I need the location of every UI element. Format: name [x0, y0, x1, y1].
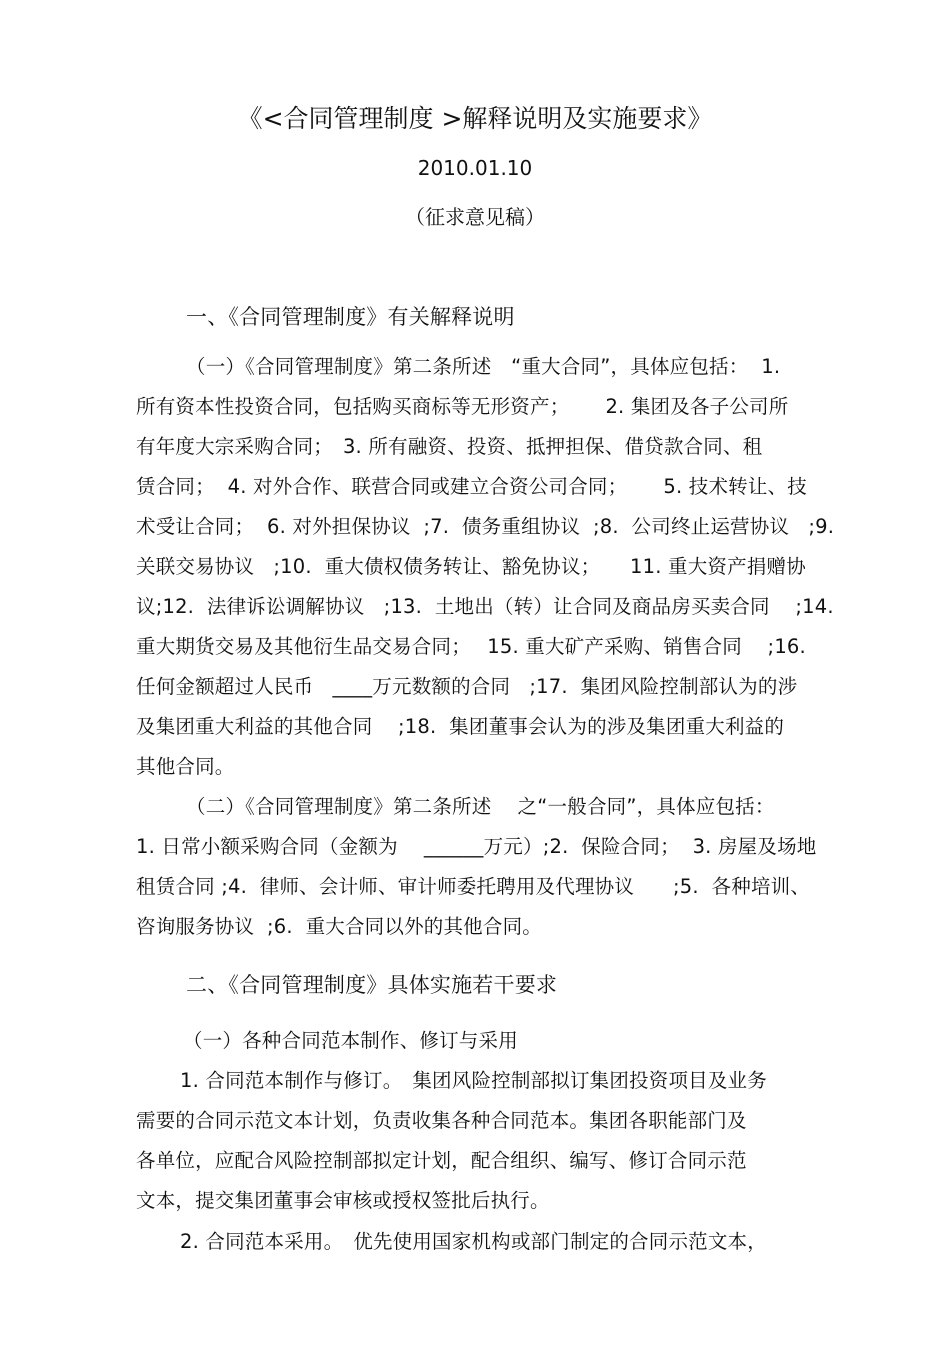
section1-para2-line: 1. 日常小额采购合同（金额为 ______万元）;2. 保险合同； 3. 房屋及场地: [136, 835, 817, 858]
section2-subheading: （一）各种合同范本制作、修订与采用: [183, 1029, 518, 1052]
section1-para1-line: 议;12. 法律诉讼调解协议 ;13. 土地出（转）让合同及商品房买卖合同 ;14.: [136, 595, 834, 618]
section1-para2-line: （二）《合同管理制度》第二条所述 之“一般合同”，具体应包括：: [186, 795, 775, 818]
section1-para1-line: 术受让合同； 6. 对外担保协议 ;7. 债务重组协议 ;8. 公司终止运营协议 ;9.: [136, 515, 835, 538]
section1-para1-line: 有年度大宗采购合同； 3. 所有融资、投资、抵押担保、借贷款合同、租: [136, 435, 763, 458]
section1-para1-line: 所有资本性投资合同，包括购买商标等无形资产； 2. 集团及各子公司所: [136, 395, 789, 418]
section2-item1-line: 各单位，应配合风险控制部拟定计划，配合组织、编写、修订合同示范: [136, 1149, 747, 1172]
section1-para2-line: 租赁合同 ;4. 律师、会计师、审计师委托聘用及代理协议 ;5. 各种培训、: [136, 875, 811, 898]
document-date: 2010.01.10: [417, 156, 533, 180]
section1-para1-line: 重大期货交易及其他衍生品交易合同； 15. 重大矿产采购、销售合同 ;16.: [136, 635, 806, 658]
section1-para1-line: 其他合同。: [136, 755, 235, 778]
section1-para1-line: 关联交易协议 ;10. 重大债权债务转让、豁免协议； 11. 重大资产捐赠协: [136, 555, 806, 578]
section2-heading: 二、《合同管理制度》具体实施若干要求: [186, 973, 558, 997]
section2-item1-line: 1. 合同范本制作与修订。 集团风险控制部拟订集团投资项目及业务: [180, 1069, 767, 1092]
section2-item2-line: 2. 合同范本采用。 优先使用国家机构或部门制定的合同示范文本，: [180, 1230, 767, 1253]
section1-para2-line: 咨询服务协议 ;6. 重大合同以外的其他合同。: [136, 915, 542, 938]
section2-item1-line: 需要的合同示范文本计划，负责收集各种合同范本。集团各职能部门及: [136, 1109, 747, 1132]
section1-heading: 一、《合同管理制度》有关解释说明: [186, 305, 515, 329]
section1-para1-line: （一）《合同管理制度》第二条所述 “重大合同”，具体应包括： 1.: [186, 355, 781, 378]
section1-para1-line: 及集团重大利益的其他合同 ;18. 集团董事会认为的涉及集团重大利益的: [136, 715, 785, 738]
section2-item1-line: 文本，提交集团董事会审核或授权签批后执行。: [136, 1189, 550, 1212]
document-status: （征求意见稿）: [405, 205, 545, 229]
section1-para1-line: 赁合同； 4. 对外合作、联营合同或建立合资公司合同； 5. 技术转让、技: [136, 475, 807, 498]
section1-para1-line: 任何金额超过人民币 ____万元数额的合同 ;17. 集团风险控制部认为的涉: [136, 675, 798, 698]
document-title: 《<合同管理制度 >解释说明及实施要求》: [237, 104, 713, 133]
